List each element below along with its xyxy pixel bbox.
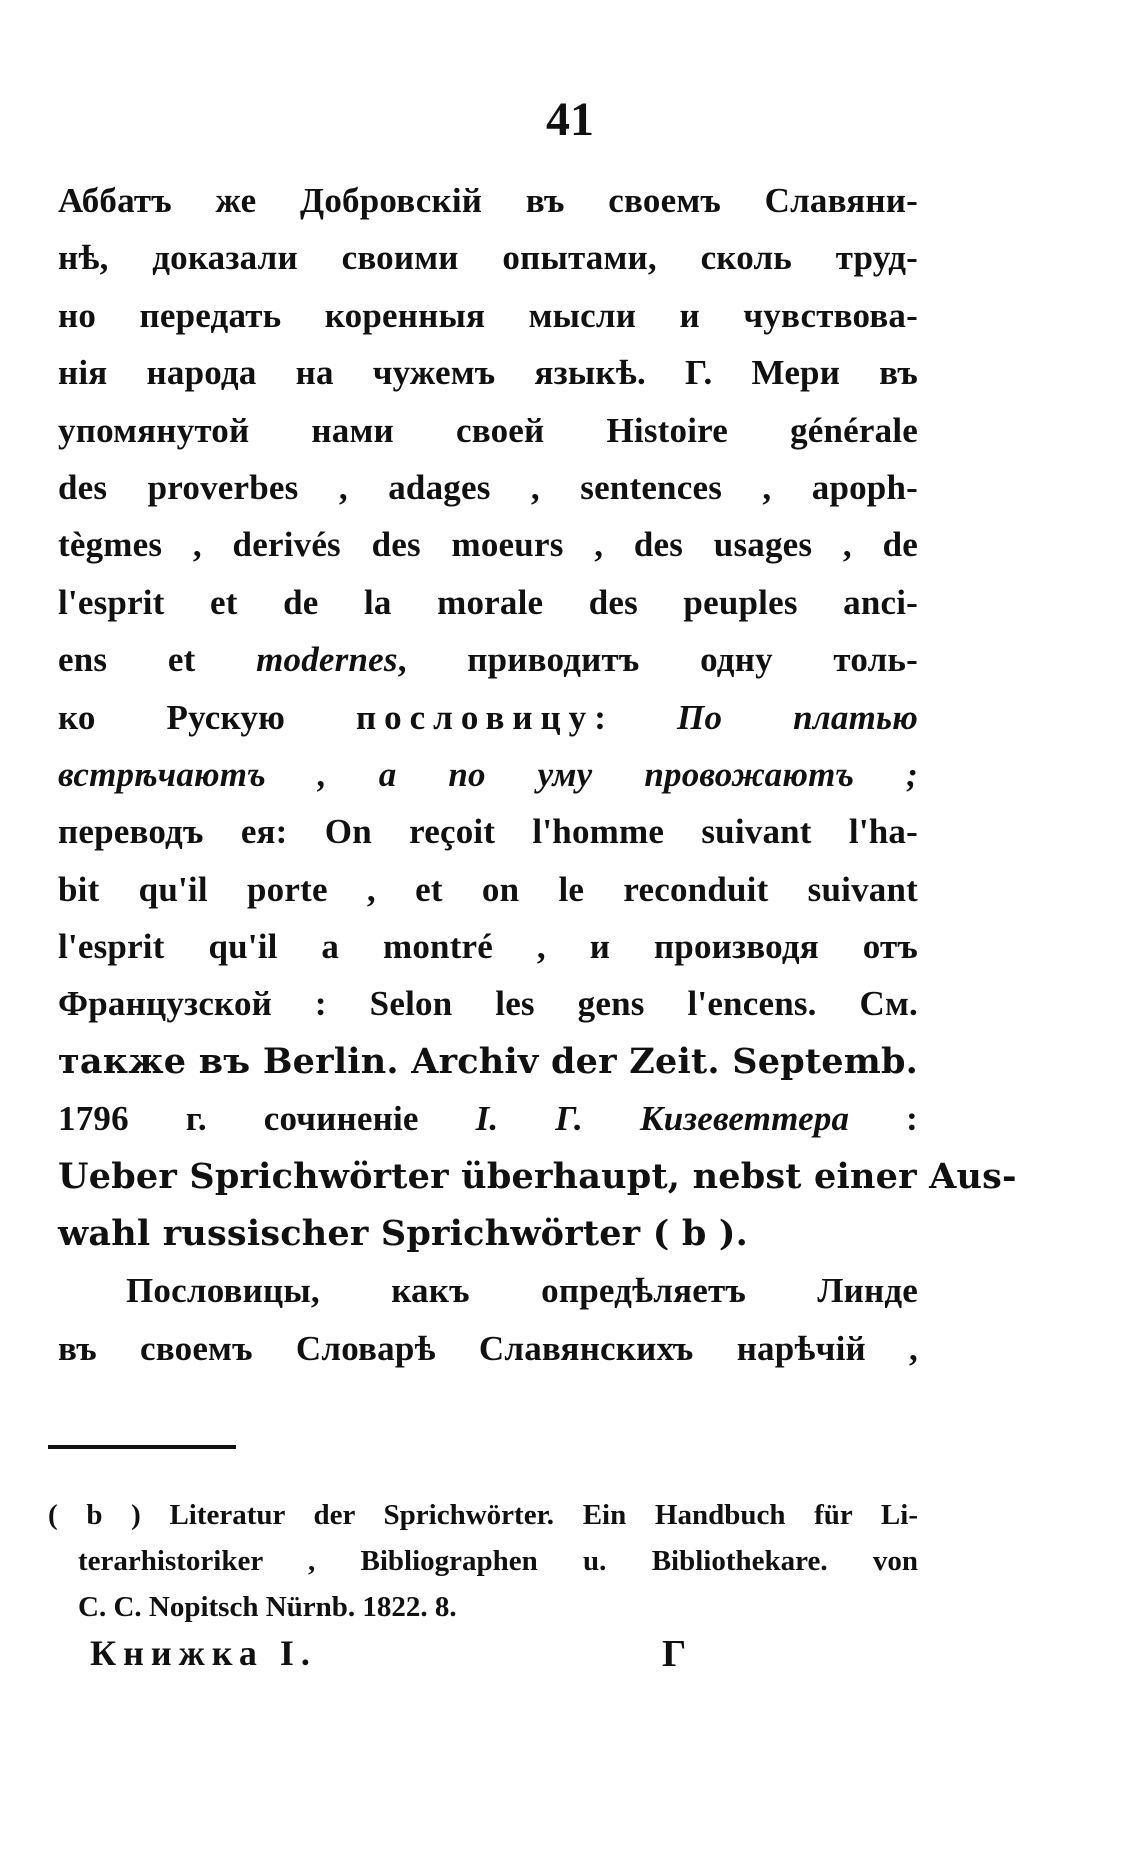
- text-line-17-b: :: [849, 1099, 918, 1139]
- text-line-4: нія народа на чужемъ языкѣ. Г. Мери въ: [58, 353, 918, 393]
- text-line-13: bit qu'il porte , et on le reconduit suivant: [58, 869, 918, 909]
- signature-letter: Г: [662, 1633, 687, 1675]
- footnote-line-2: terarhistoriker , Bibliographen u. Bibliothekare. von: [78, 1545, 918, 1577]
- text-line-10-b: :: [594, 697, 678, 737]
- proverb-text: встрѣчаютъ , а по уму провожаютъ ;: [58, 754, 918, 794]
- text-line-1: Аббатъ же Добровскій въ своемъ Славяни-: [58, 181, 918, 220]
- text-line-17-a: 1796 г. сочиненіе: [58, 1099, 476, 1139]
- text-line-5: упомянутой нами своей Histoire générale: [58, 410, 918, 450]
- main-text: [58, 172, 1017, 1377]
- text-line-9: [58, 631, 918, 688]
- text-line-10: [58, 689, 918, 746]
- text-line-8: l'esprit et de la morale des peuples anci-: [58, 582, 918, 622]
- printer-signature: [90, 1632, 920, 1682]
- text-line-15: Французской : Selon les gens l'encens. См.: [58, 984, 918, 1024]
- page-number: 41: [546, 93, 594, 146]
- text-line-10-spaced: пословицу: [355, 697, 595, 737]
- footnote-line-1: ( b ) Literatur der Sprichwörter. Ein Handbuch für Li-: [48, 1499, 918, 1531]
- text-line-6: des proverbes , adages , sentences , apoph-: [58, 467, 918, 507]
- author-name: I. Г. Кизеветтера: [475, 1099, 850, 1139]
- text-line-9-italic: modernes: [256, 640, 398, 680]
- proverb-start: По платью: [677, 697, 918, 737]
- text-line-3: но передать коренныя мысли и чувствова-: [58, 295, 918, 335]
- text-line-18: Ueber Sprichwörter überhaupt, nebst einer Aus-: [58, 1155, 1017, 1197]
- text-line-7: tègmes , derivés des moeurs , des usages , de: [58, 525, 918, 565]
- text-line-17: [58, 1090, 918, 1147]
- text-line-14: l'esprit qu'il a montré , и производя отъ: [58, 927, 918, 967]
- text-line-12: переводъ ея: On reçoit l'homme suivant l'ha-: [58, 812, 918, 852]
- footnote: [48, 1492, 918, 1630]
- text-line-16: также въ Berlin. Archiv der Zeit. Septemb.: [58, 1040, 918, 1082]
- footnote-line-3: C. C. Nopitsch Nürnb. 1822. 8.: [78, 1591, 457, 1623]
- text-line-10-a: ко Рускую: [58, 697, 356, 737]
- footnote-divider: [48, 1445, 236, 1449]
- signature-book-label: Книжка I.: [90, 1633, 317, 1673]
- text-line-20: Пословицы, какъ опредѣляетъ Линде: [126, 1271, 918, 1311]
- text-line-9-a: ens et: [58, 640, 257, 680]
- text-line-19: wahl russischer Sprichwörter ( b ).: [58, 1213, 749, 1255]
- text-line-21: въ своемъ Словарѣ Славянскихъ нарѣчій ,: [58, 1328, 918, 1368]
- text-line-2: нѣ, доказали своими опытами, сколь труд-: [58, 238, 918, 278]
- text-line-9-b: , приводитъ одну толь-: [397, 640, 918, 680]
